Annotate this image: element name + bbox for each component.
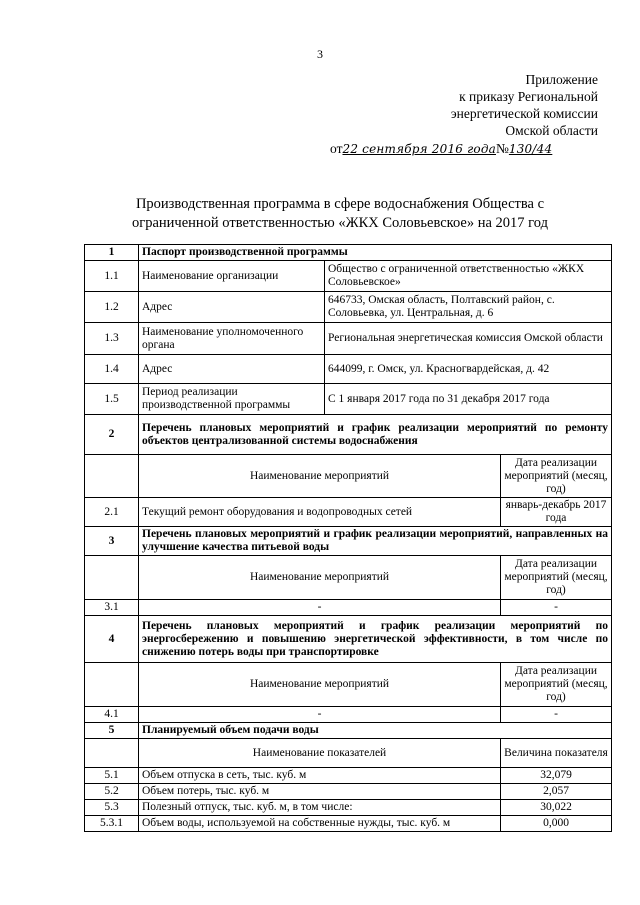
table-row xyxy=(85,784,612,800)
row-value: Общество с ограниченной ответственностью «ЖКХ Соловьевское» xyxy=(325,261,612,292)
document-title xyxy=(60,195,620,233)
appendix-line-3: энергетической комиссии xyxy=(450,106,598,121)
row-number: 1.1 xyxy=(85,261,139,292)
section-title: Планируемый объем подачи воды xyxy=(139,723,612,739)
row-name: Объем потерь, тыс. куб. м xyxy=(139,784,501,800)
section-number: 5 xyxy=(85,723,139,739)
section-row-1 xyxy=(85,245,612,261)
table-row xyxy=(85,355,612,384)
section-number: 1 xyxy=(85,245,139,261)
section-title: Перечень плановых мероприятий и график реализации мероприятий по энергосбережению и повышению энергетической эффективности, в том числе по снижению потерь воды при транспортировке xyxy=(139,616,612,663)
row-name: - xyxy=(139,600,501,616)
row-number: 5.3.1 xyxy=(85,816,139,832)
section-row-4 xyxy=(85,616,612,663)
page-number: 3 xyxy=(317,47,323,61)
row-number: 1.2 xyxy=(85,292,139,323)
order-number-handwritten: 130/44 xyxy=(508,142,553,156)
section-row-5 xyxy=(85,723,612,739)
row-value: 2,057 xyxy=(501,784,612,800)
row-label: Наименование организации xyxy=(139,261,325,292)
table-row xyxy=(85,800,612,816)
row-number: 4.1 xyxy=(85,707,139,723)
column-header-name: Наименование мероприятий xyxy=(139,663,501,707)
empty-cell xyxy=(85,663,139,707)
table-header-row xyxy=(85,455,612,498)
order-date-handwritten: 22 сентября 2016 года xyxy=(342,142,496,156)
section-title: Перечень плановых мероприятий и график реализации мероприятий, направленных на улучшение качества питьевой воды xyxy=(139,527,612,556)
row-name: Полезный отпуск, тыс. куб. м, в том числе: xyxy=(139,800,501,816)
row-value: 0,000 xyxy=(501,816,612,832)
appendix-line-1: Приложение xyxy=(525,72,598,87)
appendix-header xyxy=(451,71,598,139)
order-prefix: от xyxy=(330,141,343,156)
table-header-row xyxy=(85,556,612,600)
section-title: Перечень плановых мероприятий и график реализации мероприятий по ремонту объектов централизованной системы водоснабжения xyxy=(139,415,612,455)
row-label: Период реализации производственной программы xyxy=(139,384,325,415)
table-row xyxy=(85,292,612,323)
row-number: 1.5 xyxy=(85,384,139,415)
table-header-row xyxy=(85,663,612,707)
column-header-value: Величина показателя xyxy=(501,739,612,768)
row-label: Адрес xyxy=(139,355,325,384)
section-title: Паспорт производственной программы xyxy=(139,245,612,261)
row-name: Объем воды, используемой на собственные нужды, тыс. куб. м xyxy=(139,816,501,832)
empty-cell xyxy=(85,455,139,498)
column-header-name: Наименование показателей xyxy=(139,739,501,768)
row-number: 1.4 xyxy=(85,355,139,384)
section-row-2 xyxy=(85,415,612,455)
row-value: 32,079 xyxy=(501,768,612,784)
order-date-number xyxy=(330,141,598,157)
table-row xyxy=(85,323,612,355)
row-value: Региональная энергетическая комиссия Омской области xyxy=(325,323,612,355)
document-title-line-2: ограниченной ответственностью «ЖКХ Соловьевское» на 2017 год xyxy=(132,215,548,231)
table-row xyxy=(85,816,612,832)
table-row xyxy=(85,498,612,527)
row-name: Текущий ремонт оборудования и водопроводных сетей xyxy=(139,498,501,527)
column-header-date: Дата реализации мероприятий (месяц, год) xyxy=(501,455,612,498)
section-row-3 xyxy=(85,527,612,556)
row-date: январь-декабрь 2017 года xyxy=(501,498,612,527)
row-number: 5.1 xyxy=(85,768,139,784)
table-row xyxy=(85,600,612,616)
appendix-line-4: Омской области xyxy=(505,123,598,138)
row-number: 5.2 xyxy=(85,784,139,800)
table-row xyxy=(85,384,612,415)
row-label: Адрес xyxy=(139,292,325,323)
table-row xyxy=(85,768,612,784)
document-title-line-1: Производственная программа в сфере водоснабжения Общества с xyxy=(135,196,545,212)
row-number: 5.3 xyxy=(85,800,139,816)
section-number: 2 xyxy=(85,415,139,455)
column-header-name: Наименование мероприятий xyxy=(139,556,501,600)
empty-cell xyxy=(85,739,139,768)
column-header-date: Дата реализации мероприятий (месяц, год) xyxy=(501,663,612,707)
row-date: - xyxy=(501,600,612,616)
row-name: - xyxy=(139,707,501,723)
column-header-date: Дата реализации мероприятий (месяц, год) xyxy=(501,556,612,600)
row-number: 3.1 xyxy=(85,600,139,616)
row-label: Наименование уполномоченного органа xyxy=(139,323,325,355)
row-value: 644099, г. Омск, ул. Красногвардейская, д. 42 xyxy=(325,355,612,384)
production-program-table xyxy=(84,244,612,832)
row-name: Объем отпуска в сеть, тыс. куб. м xyxy=(139,768,501,784)
table-row xyxy=(85,261,612,292)
row-value: С 1 января 2017 года по 31 декабря 2017 года xyxy=(325,384,612,415)
row-number: 1.3 xyxy=(85,323,139,355)
table-row xyxy=(85,707,612,723)
row-date: - xyxy=(501,707,612,723)
table-header-row xyxy=(85,739,612,768)
empty-cell xyxy=(85,556,139,600)
row-number: 2.1 xyxy=(85,498,139,527)
order-number-prefix: № xyxy=(496,141,509,156)
row-value: 30,022 xyxy=(501,800,612,816)
column-header-name: Наименование мероприятий xyxy=(139,455,501,498)
row-value: 646733, Омская область, Полтавский район, с. Соловьевка, ул. Центральная, д. 6 xyxy=(325,292,612,323)
appendix-line-2: к приказу Региональной xyxy=(459,89,598,104)
section-number: 4 xyxy=(85,616,139,663)
section-number: 3 xyxy=(85,527,139,556)
